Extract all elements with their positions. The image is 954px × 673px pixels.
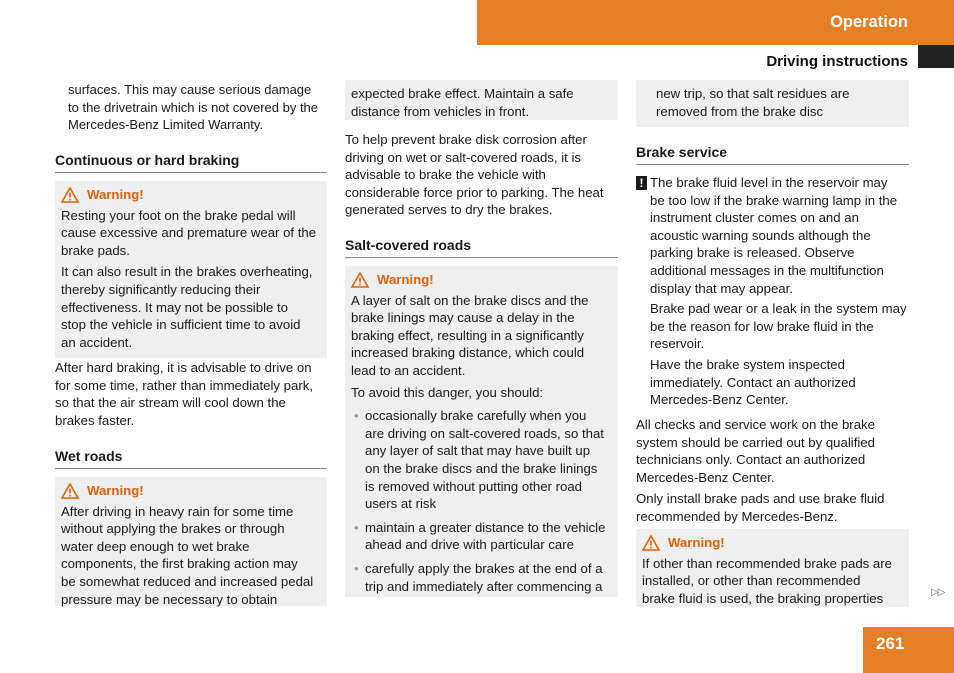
text-line: considerable force prior to parking. The heat <box>345 184 604 200</box>
text-line: It can also result in the brakes overheating, <box>61 264 313 280</box>
text-line: installed, or other than recommended <box>642 573 861 589</box>
text-line: on the brake discs and the brake linings <box>365 460 598 476</box>
warning-triangle-icon <box>351 272 369 288</box>
text-line: lead to an accident. <box>351 362 466 378</box>
warning-continuation <box>345 80 618 120</box>
warning-paragraph <box>351 292 612 380</box>
prevent-corrosion-text <box>345 131 621 219</box>
text-line: be too low if the brake warning lamp in the <box>650 192 898 208</box>
text-line: pressure may be necessary to obtain <box>61 591 278 607</box>
text-line: generated serves to dry the brakes. <box>345 202 553 218</box>
text-line: increased braking distance, which could <box>351 345 585 361</box>
text-line: users at risk <box>365 496 437 512</box>
text-line: thereby significantly reducing their <box>61 281 261 297</box>
warning-label: Warning! <box>377 272 434 287</box>
warning-paragraph <box>642 555 903 608</box>
text-line: To help prevent brake disk corrosion after <box>345 132 587 147</box>
exclamation-icon: ! <box>636 176 647 190</box>
heading-wet-roads: Wet roads <box>55 448 327 469</box>
text-line: • occasionally brake carefully when you <box>365 408 587 424</box>
text-line: Resting your foot on the brake pedal will <box>61 207 296 223</box>
only-install-text <box>636 490 912 525</box>
text-line: driving on wet or salt-covered roads, it is <box>345 149 582 165</box>
text-line: brakes faster. <box>55 412 135 428</box>
text-line: • carefully apply the brakes at the end of a <box>365 560 603 576</box>
text-line: After driving in heavy rain for some time <box>61 503 294 519</box>
text-line: brake fluid is used, the braking properties <box>642 590 884 606</box>
text-line: be somewhat reduced and increased pedal <box>61 573 314 589</box>
intro-text <box>68 81 330 134</box>
text-line: Only install brake pads and use brake fluid <box>636 491 885 506</box>
text-line: without applying the brakes or through <box>61 521 285 537</box>
text-line: is removed without putting other road <box>365 478 582 494</box>
text-line: trip and immediately after commencing a <box>365 578 603 594</box>
text-line: braking effect, resulting in a significantly <box>351 327 584 343</box>
text-line: recommended by Mercedes-Benz. <box>636 508 838 524</box>
text-line: Mercedes-Benz Center. <box>636 469 775 485</box>
page-number: 261 <box>876 634 905 653</box>
warning-label: Warning! <box>87 187 144 202</box>
heading-continuous-braking: Continuous or hard braking <box>55 152 327 173</box>
text-line: After hard braking, it is advisable to drive on <box>55 360 312 375</box>
text-line: cause excessive and premature wear of the <box>61 225 317 241</box>
text-line: system should be carried out by qualified <box>636 434 875 450</box>
text-line: A layer of salt on the brake discs and the <box>351 292 589 308</box>
list-item <box>351 519 612 554</box>
checks-text <box>636 416 912 486</box>
text-line: for some time, rather than immediately park, <box>55 377 313 393</box>
text-line: expected brake effect. Maintain a safe <box>351 86 574 101</box>
text-line: Have the brake system inspected <box>650 356 845 372</box>
warning-box-continuous <box>55 181 327 358</box>
text-line: removed from the brake disc <box>656 103 824 119</box>
warning-box-wet <box>55 477 327 606</box>
warning-box-salt <box>345 266 618 597</box>
text-line: brake linings may cause a delay in the <box>351 310 575 326</box>
heading-salt-covered-roads: Salt-covered roads <box>345 237 618 258</box>
text-line: an accident. <box>61 334 133 350</box>
after-hard-braking-text <box>55 359 330 429</box>
text-line: surfaces. This may cause serious damage <box>68 82 312 97</box>
text-line: reservoir. <box>650 336 705 352</box>
notice-paragraph <box>636 300 912 353</box>
text-line: Brake pad wear or a leak in the system may <box>650 301 907 317</box>
precaution-list <box>351 407 612 595</box>
text-line: distance from vehicles in front. <box>351 103 530 119</box>
list-item <box>351 560 612 595</box>
text-line: stop the vehicle in sufficient time to avoid <box>61 317 301 333</box>
text-line: Mercedes-Benz Limited Warranty. <box>68 117 264 133</box>
text-line: water deep enough to wet brake <box>61 538 250 554</box>
text-line: effectiveness. It may not be possible to <box>61 299 289 315</box>
warning-triangle-icon <box>642 535 660 551</box>
warning-label: Warning! <box>668 535 725 550</box>
notice-paragraph <box>650 174 887 192</box>
thumb-tab <box>918 45 954 68</box>
warning-triangle-icon <box>61 483 79 499</box>
text-line: technicians only. Contact an authorized <box>636 452 866 468</box>
text-line: If other than recommended brake pads are <box>642 555 892 571</box>
text-line: ahead and drive with particular care <box>365 537 574 553</box>
text-line: additional messages in the multifunction <box>650 262 884 278</box>
warning-paragraph <box>61 207 321 260</box>
text-line: display that may appear. <box>650 280 793 296</box>
warning-header <box>61 186 321 204</box>
text-line: brake pads. <box>61 242 130 258</box>
text-line: Mercedes-Benz Center. <box>650 392 789 408</box>
heading-brake-service: Brake service <box>636 144 909 165</box>
warning-header <box>642 534 903 552</box>
text-line: are driving on salt-covered roads, so that <box>365 425 604 441</box>
text-line: To avoid this danger, you should: <box>351 384 544 400</box>
warning-paragraph <box>61 263 321 351</box>
continue-arrow-icon: ▷▷ <box>931 587 945 598</box>
text-line: immediately. Contact an authorized <box>650 374 856 390</box>
warning-triangle-icon <box>61 187 79 203</box>
notice-paragraph <box>636 192 912 298</box>
list-item <box>351 407 612 513</box>
chapter-title: Operation <box>830 13 908 31</box>
warning-label: Warning! <box>87 483 144 498</box>
text-line: any layer of salt that may have built up <box>365 443 591 459</box>
text-line: be the reason for low brake fluid in the <box>650 318 874 334</box>
warning-header <box>61 482 321 500</box>
text-line: • maintain a greater distance to the vehicle <box>365 519 606 535</box>
warning-box-brake-fluid <box>636 529 909 607</box>
text-line: to the drivetrain which is not covered by the <box>68 99 319 115</box>
text-line: All checks and service work on the brake <box>636 417 875 432</box>
section-title: Driving instructions <box>766 53 908 70</box>
text-line: components, the first braking action may <box>61 556 298 572</box>
text-line: acoustic warning sounds although the <box>650 227 871 243</box>
notice-paragraph <box>636 356 912 409</box>
text-line: new trip, so that salt residues are <box>656 86 850 101</box>
text-line: The brake fluid level in the reservoir may <box>650 175 888 190</box>
notice-block <box>636 174 912 409</box>
text-line: so that the air stream will cool down the <box>55 395 286 411</box>
text-line: instrument cluster comes on and an <box>650 210 859 226</box>
warning-header <box>351 271 612 289</box>
warning-paragraph <box>61 503 321 609</box>
warning-continuation <box>636 80 909 127</box>
text-line: parking brake is released. Observe <box>650 245 855 261</box>
text-line: advisable to brake the vehicle with <box>345 167 546 183</box>
